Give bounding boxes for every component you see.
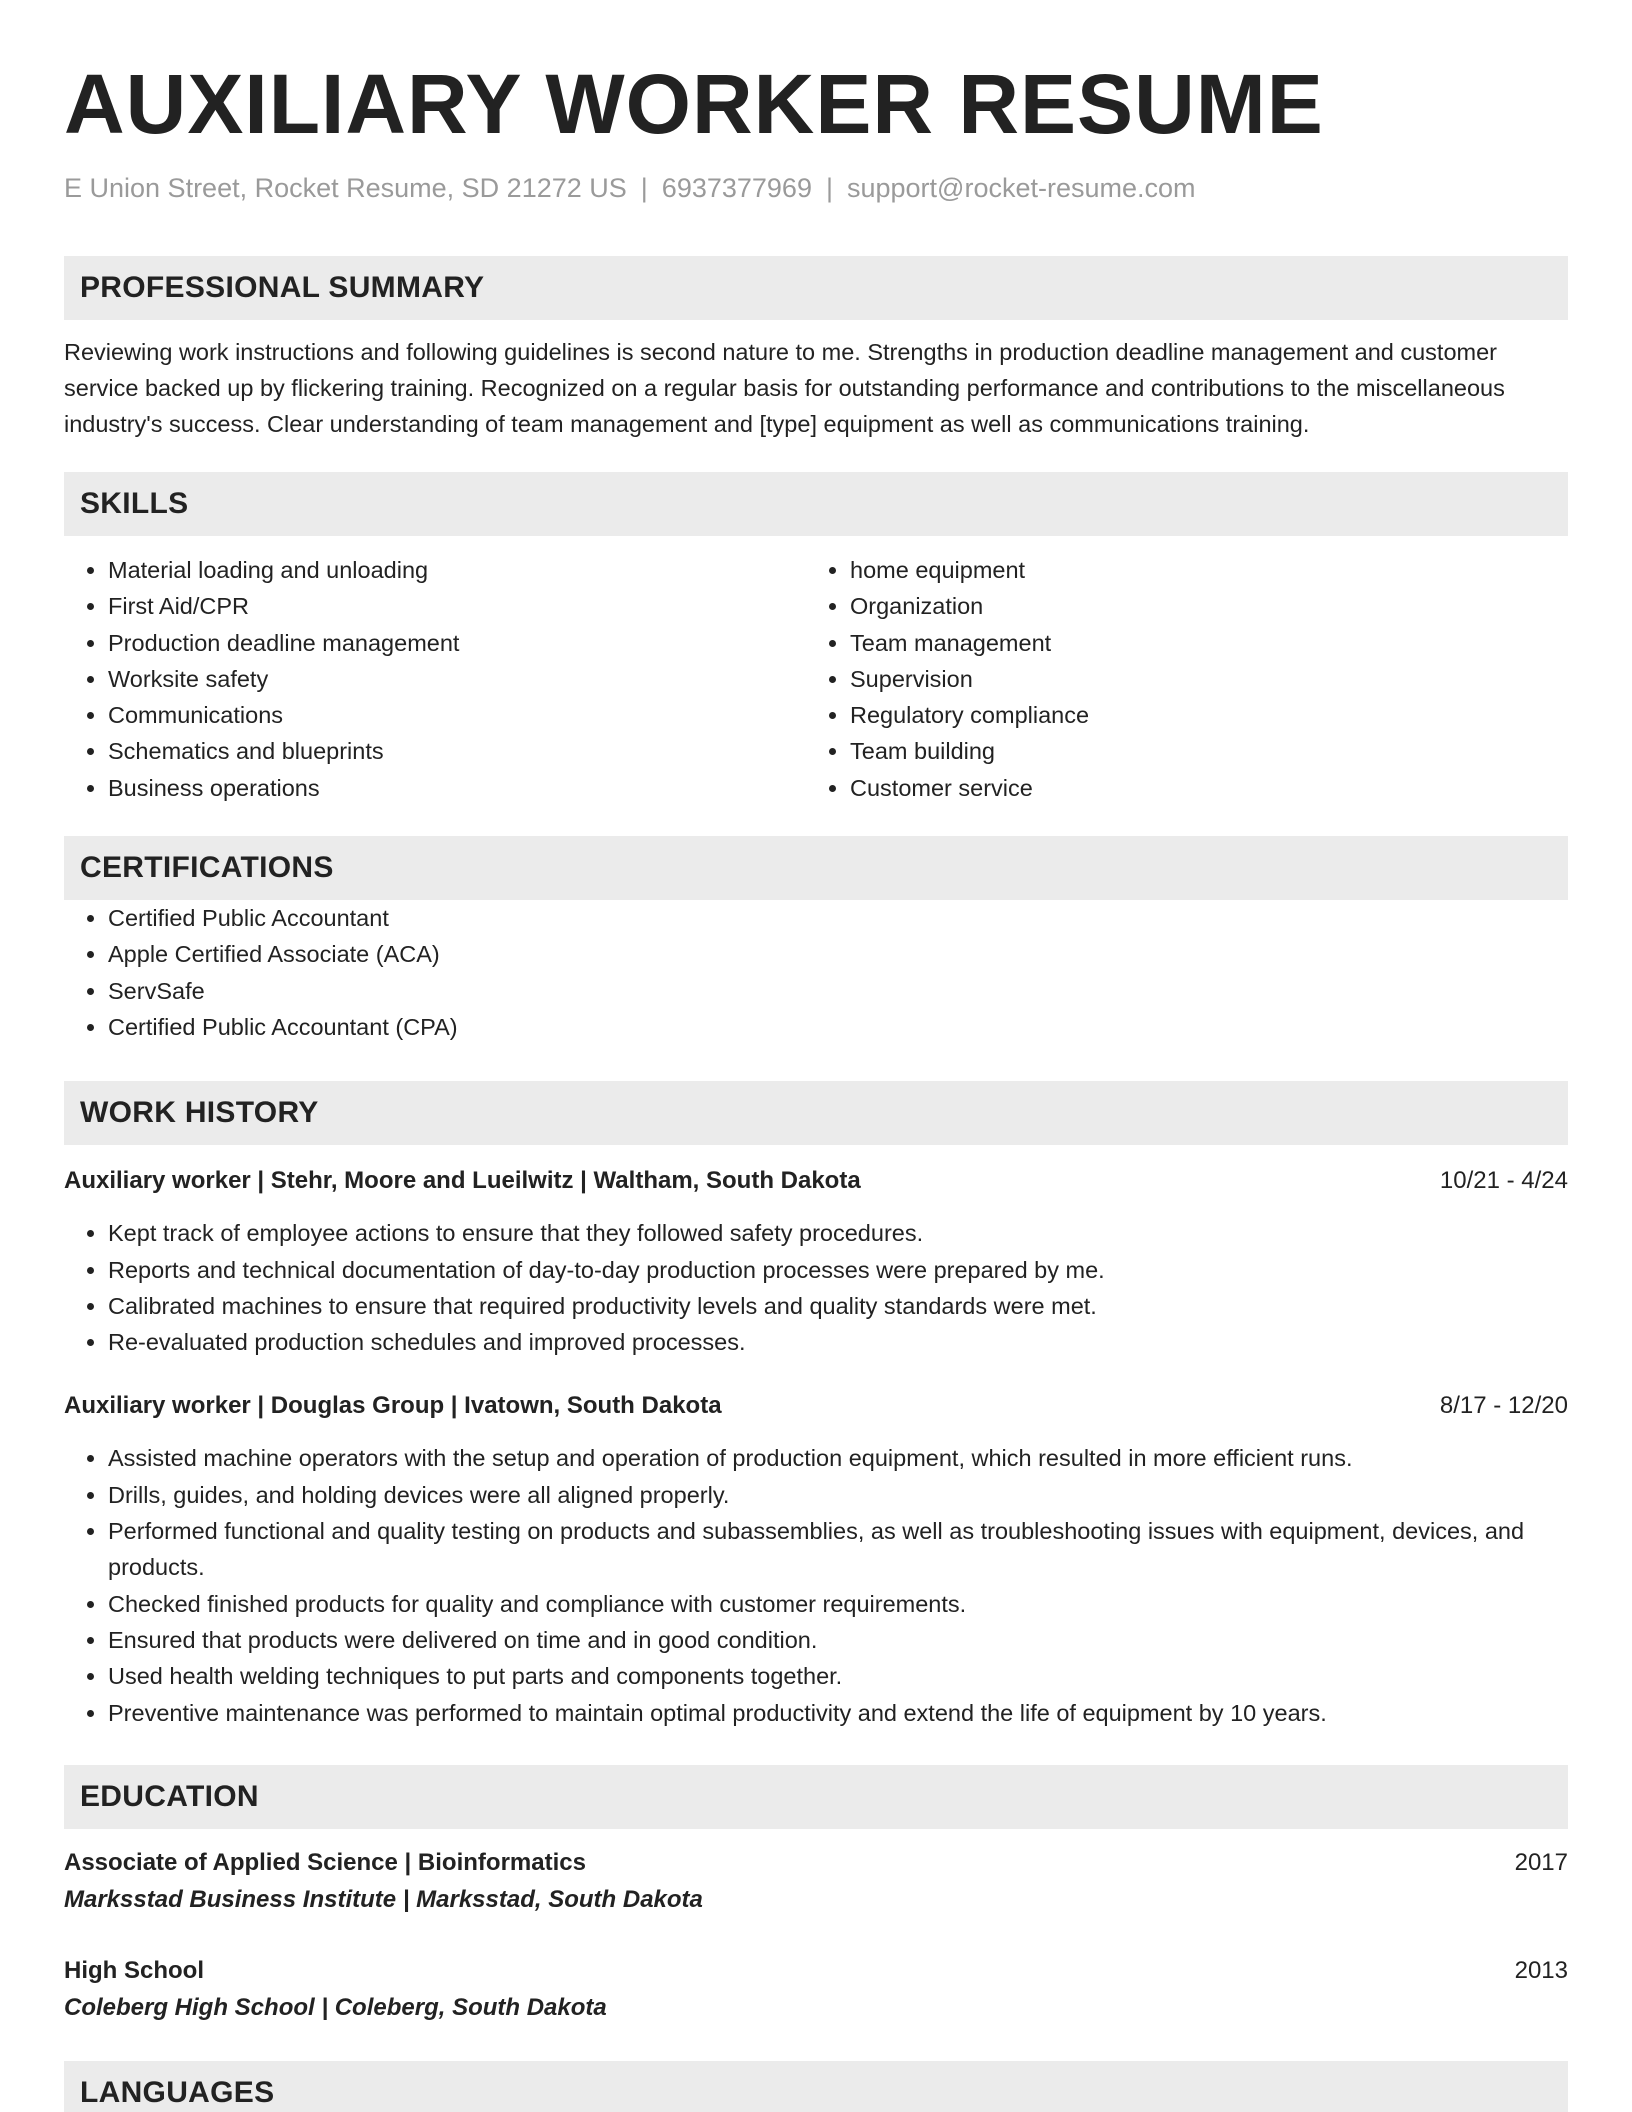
education-header [64, 1953, 1568, 1989]
skill-item: • First Aid/CPR [108, 588, 806, 624]
skill-item: • Communications [108, 697, 806, 733]
contact-separator: | [825, 173, 833, 203]
section-header-skills: SKILLS [64, 472, 1568, 536]
contact-email: support@rocket-resume.com [846, 173, 1196, 203]
job-bullet: • Ensured that products were delivered on time and in good condition. [108, 1622, 1568, 1658]
education-header [64, 1845, 1568, 1881]
skill-item: • Schematics and blueprints [108, 733, 806, 769]
education-school: Marksstad Business Institute | Marksstad, South Dakota [64, 1885, 703, 1913]
contact-phone: 6937377969 [661, 173, 812, 203]
education-entry [64, 1845, 1568, 1919]
education-entry [64, 1953, 1568, 2027]
job-bullet: • Re-evaluated production schedules and improved processes. [108, 1324, 1568, 1360]
skill-item: • Organization [850, 588, 1548, 624]
skill-item: • Regulatory compliance [850, 697, 1548, 733]
skill-item: • Customer service [850, 770, 1548, 806]
section-header-certifications: CERTIFICATIONS [64, 836, 1568, 900]
summary-text: Reviewing work instructions and following guidelines is second nature to me. Strengths in production deadline management and customer service backed up by flickering training. Recognized on a regular basis for outstanding performance and contributions to the miscellaneous industry's success. Clear understanding of team management and [type] equipment as well as communications training. [64, 339, 1505, 437]
skills-list-right [806, 552, 1548, 806]
contact-separator: | [640, 173, 648, 203]
section-header-work-history: WORK HISTORY [64, 1081, 1568, 1145]
section-header-education: EDUCATION [64, 1765, 1568, 1829]
job-bullet: • Kept track of employee actions to ensure that they followed safety procedures. [108, 1215, 1568, 1251]
skill-item: • home equipment [850, 552, 1548, 588]
job-dates: 8/17 - 12/20 [1439, 1392, 1568, 1420]
education-degree: Associate of Applied Science | Bioinformatics [64, 1848, 586, 1876]
education-year: 2017 [1514, 1848, 1568, 1876]
skills-grid [64, 552, 1568, 806]
skills-column-right [806, 552, 1548, 806]
education-degree: High School [64, 1956, 204, 1984]
job-entry [64, 1388, 1568, 1730]
skill-item: • Business operations [108, 770, 806, 806]
job-entry [64, 1163, 1568, 1360]
job-bullet: • Preventive maintenance was performed to maintain optimal productivity and extend the life of equipment by 10 years. [108, 1695, 1568, 1731]
skill-item: • Team building [850, 733, 1548, 769]
job-bullet: • Drills, guides, and holding devices were all aligned properly. [108, 1477, 1568, 1513]
job-bullet: • Assisted machine operators with the setup and operation of production equipment, which resulted in more efficient runs. [108, 1440, 1568, 1476]
contact-address: E Union Street, Rocket Resume, SD 21272 US [64, 173, 627, 203]
section-header-languages: LANGUAGES [64, 2061, 1568, 2112]
skill-item: • Supervision [850, 661, 1548, 697]
job-bullet: • Performed functional and quality testing on products and subassemblies, as well as troubleshooting issues with equipment, devices, and products. [108, 1513, 1568, 1586]
skills-list-left [64, 552, 806, 806]
skill-item: • Worksite safety [108, 661, 806, 697]
job-dates: 10/21 - 4/24 [1439, 1167, 1568, 1195]
skills-column-left [64, 552, 806, 806]
certifications-list [64, 900, 1568, 1045]
skill-item: • Team management [850, 625, 1548, 661]
certification-item: • Certified Public Accountant (CPA) [108, 1009, 1568, 1045]
job-bullets [64, 1215, 1568, 1360]
education-year: 2013 [1514, 1956, 1568, 1984]
job-bullets [64, 1440, 1568, 1730]
job-title: Auxiliary worker | Douglas Group | Ivatown, South Dakota [64, 1392, 722, 1420]
job-bullet: • Used health welding techniques to put parts and components together. [108, 1658, 1568, 1694]
contact-line [64, 170, 1568, 206]
job-title: Auxiliary worker | Stehr, Moore and Lueilwitz | Waltham, South Dakota [64, 1167, 861, 1195]
certification-item: • ServSafe [108, 973, 1568, 1009]
job-header [64, 1388, 1568, 1424]
job-bullet: • Reports and technical documentation of day-to-day production processes were prepared by me. [108, 1252, 1568, 1288]
skill-item: • Material loading and unloading [108, 552, 806, 588]
job-bullet: • Calibrated machines to ensure that required productivity levels and quality standards were met. [108, 1288, 1568, 1324]
job-header [64, 1163, 1568, 1199]
certification-item: • Certified Public Accountant [108, 900, 1568, 936]
resume-title: AUXILIARY WORKER RESUME [64, 57, 1324, 151]
skill-item: • Production deadline management [108, 625, 806, 661]
education-school: Coleberg High School | Coleberg, South Dakota [64, 1993, 607, 2021]
certification-item: • Apple Certified Associate (ACA) [108, 936, 1568, 972]
section-header-summary: PROFESSIONAL SUMMARY [64, 256, 1568, 320]
job-bullet: • Checked finished products for quality and compliance with customer requirements. [108, 1586, 1568, 1622]
